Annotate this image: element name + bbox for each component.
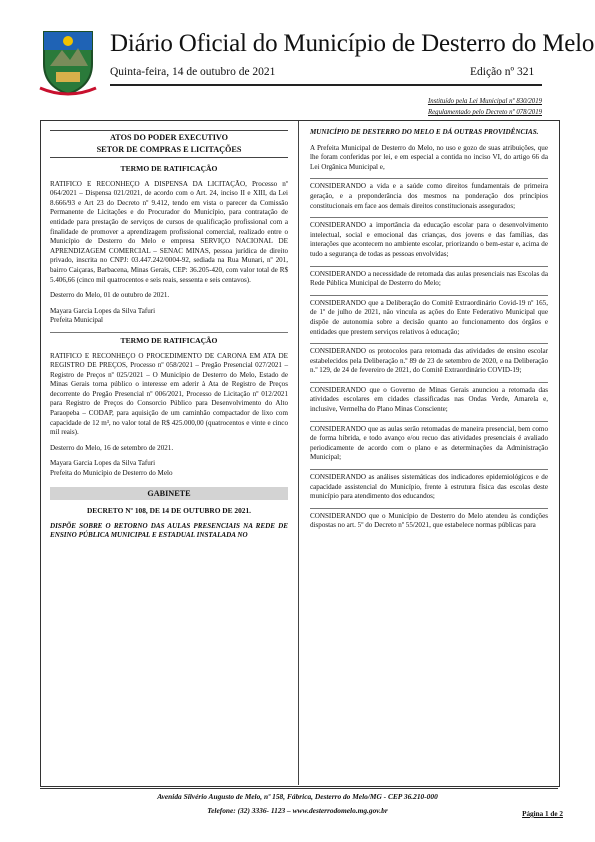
- issue-date: Quinta-feira, 14 de outubro de 2021: [110, 66, 276, 78]
- footer-rule: [40, 788, 558, 789]
- column-divider: [298, 121, 299, 785]
- ratification-block-2: [50, 332, 288, 479]
- decree-preamble: A Prefeita Municipal de Desterro do Melo, no uso e gozo de suas atribuições, que lhe foram conferidas por lei, e em especial a contida no inciso VI, do artigo 66 da Lei Orgânica Municipal e,: [310, 143, 548, 171]
- right-column: [310, 128, 548, 537]
- ratification-body-1: RATIFICO E RECONHEÇO A DISPENSA DA LICITAÇÃO, Processo nº 064/2021 – Dispensa 021/2021, de acordo com o Art. 24, inciso II e XIII, da Lei 8.666/93 e Art 23 do Decreto nº 9.412, tendo em vista o parecer da Comissão Permanente de Licitações e do Procurador do Município, para contratação de entidade para prestação de serviços de cursos de qualificação profissional com a finalidade de promover a aprendizagem profissional comercial, realizado entre o Município de Desterro do Melo e empresa SERVIÇO NACIONAL DE APRENDIZAGEM COMERCIAL – SENAC MINAS, pessoa jurídica de direito privado, inscrita no CNPJ: 03.447.242/0004-92, sediada na Rua Munari, nº 201, bairro Caiçaras, Barbacena, Minas Gerais, CEP: 36.205-420, com valor total de R$ 5.406,66 (cinco mil quatrocentos e seis reais, sessenta e seis centavos).: [50, 179, 288, 284]
- edition-number: Edição nº 321: [470, 66, 535, 78]
- regulation-decree: Regulamentado pelo Decreto nº 078/2019: [428, 109, 542, 116]
- signer-role-1: Prefeita Municipal: [50, 316, 103, 325]
- section-procurement: SETOR DE COMPRAS E LICITAÇÕES: [96, 145, 242, 154]
- header-rule: [110, 84, 542, 86]
- footer-address: Avenida Silvério Augusto de Melo, nº 158, Fábrica, Desterro do Melo/MG - CEP 36.210-000: [157, 792, 438, 801]
- section-header-box: [50, 130, 288, 158]
- page-number: Página 1 de 2: [522, 810, 563, 818]
- signer-name-2: Mayara Garcia Lopes da Silva Tafuri: [50, 459, 156, 468]
- considerando-8: CONSIDERANDO as análises sistemáticas dos indicadores epidemiológicos e de capacidade assistencial do Município, frente à estrutura física das escolas deste município para atendimento dos educandos;: [310, 469, 548, 502]
- section-executive: ATOS DO PODER EXECUTIVO: [109, 133, 229, 142]
- decree-ementa-end: MUNICÍPIO DE DESTERRO DO MELO E DÁ OUTRAS PROVIDÊNCIAS.: [310, 128, 539, 136]
- ratification-body-2: RATIFICO E RECONHEÇO O PROCEDIMENTO DE CARONA EM ATA DE REGISTRO DE PREÇOS, Processo nº 058/2021 – Pregão Presencial 027/2021 – Registro de Preços nº 025/2021 – O Município de Desterro do Melo, Estado de Minas Gerais torna público o interesse em aderir à Ata de Registro de Preços decorrente do Pregão Presencial nº 006/2021, Processo de Licitação nº 012/2021 para Registro de Preços do Consorcio Público para Desenvolvimento do Alto Paraopeba – CODAP, para aquisição de um caminhão compactador de lixo com capacidade de 12 m³, no valor total de R$ 425.000,00 (quatrocentos e vinte e cinco mil reais).: [50, 351, 288, 437]
- footer-contact: Telefone: (32) 3336- 1123 – www.desterrodomelo.mg.gov.br: [207, 806, 388, 815]
- ratification-date-2: Desterro do Melo, 16 de setembro de 2021.: [50, 443, 174, 452]
- gabinete-header: GABINETE: [50, 487, 288, 501]
- considerando-3: CONSIDERANDO a necessidade de retomada das aulas presenciais nas Escolas da Rede Pública Municipal de Desterro do Melo;: [310, 266, 548, 289]
- considerando-1: CONSIDERANDO a vida e a saúde como direitos fundamentais de primeira geração, e a preponderância dos mesmos na ponderação dos princípios constitucionais em face aos demais direitos constitucionais assegurados;: [310, 178, 548, 211]
- decree-ementa: DISPÕE SOBRE O RETORNO DAS AULAS PRESENCIAIS NA REDE DE ENSINO PÚBLICA MUNICIPAL E ESTADUAL INSTALADA NO: [50, 521, 288, 540]
- considerando-5: CONSIDERANDO os protocolos para retomada das atividades de ensino escolar estabelecidos pela Deliberação n.º 89 de 23 de setembro de 2020, e na Deliberação n.º 129, de 24 de fevereiro de 2021, do Comitê Extraordinário COVID-19;: [310, 343, 548, 376]
- institution-law: Instituído pela Lei Municipal nº 830/2019: [427, 98, 542, 105]
- considerando-6: CONSIDERANDO que o Governo de Minas Gerais anunciou a retomada das atividades escolares em cidades classificadas nas Ondas Verde, Amarela e, inclusive, Vermelha do Plano Minas Consciente;: [310, 382, 548, 415]
- municipal-coat-of-arms-icon: [36, 26, 100, 96]
- left-column: [50, 128, 288, 547]
- ratification-heading-1: TERMO DE RATIFICAÇÃO: [120, 164, 218, 173]
- ratification-heading-2: TERMO DE RATIFICAÇÃO: [120, 335, 218, 345]
- signer-role-2: Prefeita do Município de Desterro do Melo: [50, 469, 173, 478]
- signer-name-1: Mayara Garcia Lopes da Silva Tafuri: [50, 306, 156, 315]
- considerando-7: CONSIDERANDO que as aulas serão retomadas de maneira presencial, bem como de forma híbrida, e todo avanço e/ou recuo das atividades presenciais é avaliado periodicamente de acordo com o plano e as determinações da Administração Municipal;: [310, 421, 548, 463]
- gazette-title: Diário Oficial do Município de Desterro do Melo: [110, 30, 595, 57]
- considerando-9: CONSIDERANDO que o Município de Desterro do Melo atendeu às condições dispostas no art. 5º do Decreto nº 55/2021, que estabelece normas públicas para: [310, 508, 548, 531]
- considerando-2: CONSIDERANDO a importância da educação escolar para o desenvolvimento intelectual, social e emocional das crianças, dos jovens e das famílias, das interações que acontecem no ambiente escolar, priorizando o bem-estar e, acima de tudo a segurança de todas as pessoas envolvidas;: [310, 217, 548, 259]
- ratification-date-1: Desterro do Melo, 01 de outubro de 2021.: [50, 291, 170, 300]
- decree-title: DECRETO Nº 108, DE 14 DE OUTUBRO DE 2021.: [86, 506, 252, 516]
- considerando-4: CONSIDERANDO que a Deliberação do Comitê Extraordinário Covid-19 nº 165, de 1º de julho de 2021, não vincula as ações do Ente Federativo Municipal que dispõe de autonomia sobre a decisão quanto ao funcionamento dos órgãos e entidades que prestem serviços relativos à educação;: [310, 295, 548, 337]
